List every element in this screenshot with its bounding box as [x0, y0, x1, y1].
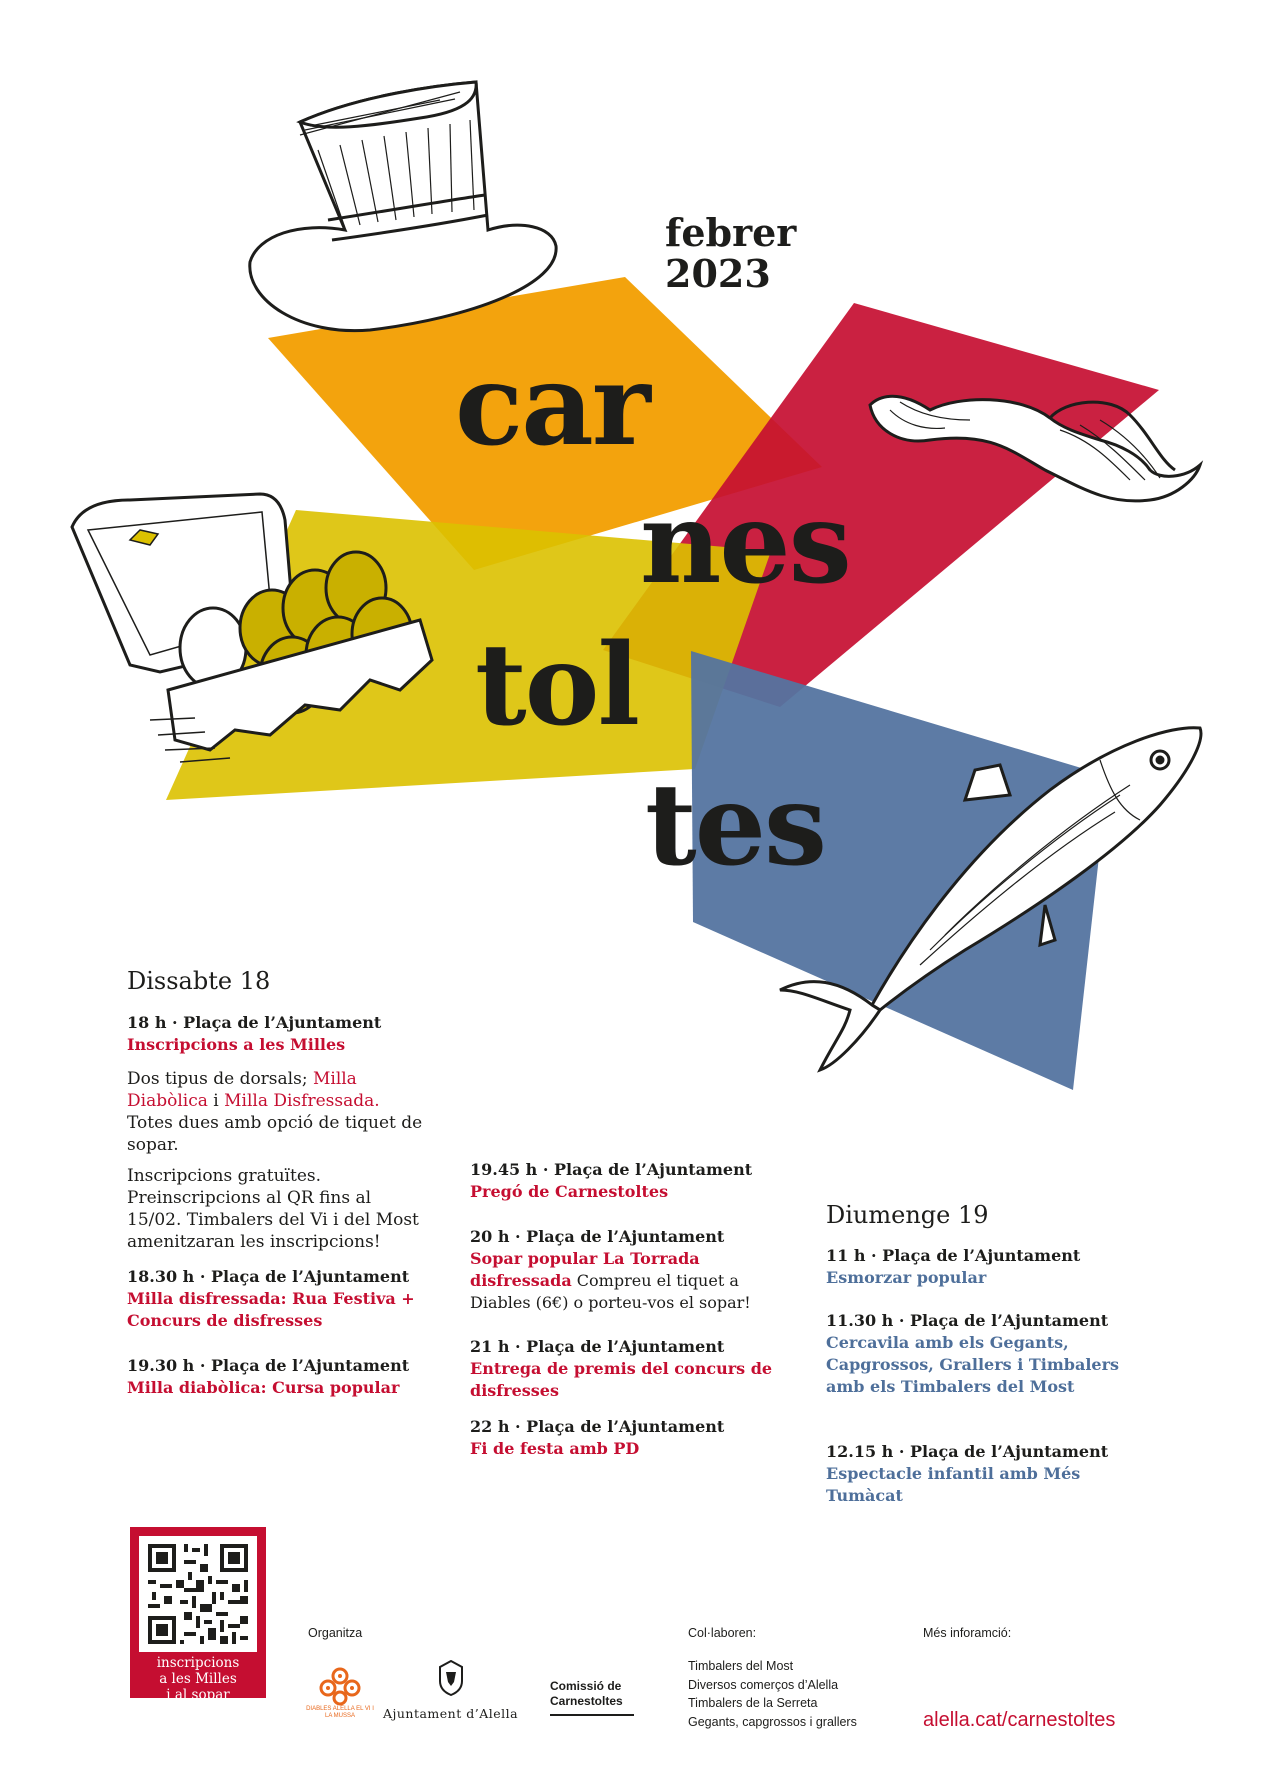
sat-event-costume-mile [127, 1266, 457, 1332]
event-description-2: Inscripcions gratuïtes. Preinscripcions al QR fins al 15/02. Timbalers del Vi i del Most amenitzaran les inscripcions! [127, 1166, 419, 1252]
sat-event-registrations [127, 1012, 457, 1253]
event-name: Esmorzar popular [826, 1268, 987, 1287]
event-time: 12.15 h · Plaça de l’Ajuntament [826, 1442, 1109, 1461]
ajuntament-logo: Ajuntament d’Alella [378, 1660, 523, 1721]
saturday-heading: Dissabte 18 [127, 967, 271, 995]
info-url-link[interactable]: alella.cat/carnestoltes [923, 1709, 1116, 1731]
event-time: 22 h · Plaça de l’Ajuntament [470, 1417, 725, 1436]
event-name: Milla disfressada: Rua Festiva + Concurs de disfresses [127, 1289, 415, 1330]
collaborators-list [688, 1657, 857, 1731]
sat-event-dinner [470, 1226, 800, 1314]
qr-code-icon [139, 1536, 257, 1652]
event-month: febrer [665, 210, 797, 255]
title-line-2: nes [640, 478, 850, 609]
collaborator: Timbalers de la Serreta [688, 1696, 818, 1710]
sunday-heading: Diumenge 19 [826, 1201, 989, 1229]
title-line-4: tes [645, 760, 826, 891]
event-name: Milla diabòlica: Cursa popular [127, 1378, 400, 1397]
qr-caption: inscripcions a les Milles i al sopar [156, 1655, 240, 1703]
sat-event-proclamation [470, 1159, 800, 1203]
event-details: Sopar popular La Torrada disfressada Compreu el tiquet a Diables (6€) o porteu-vos el sopar! [470, 1249, 751, 1312]
collaborator: Diversos comerços d’Alella [688, 1677, 839, 1692]
event-name: Espectacle infantil amb Més Tumàcat [826, 1464, 1081, 1505]
title-line-3: tol [475, 620, 638, 751]
event-time: 11.30 h · Plaça de l’Ajuntament [826, 1311, 1109, 1330]
comissio-logo: Comissió de Carnestoltes [550, 1679, 634, 1716]
event-name: Fi de festa amb PD [470, 1439, 640, 1458]
event-time: 19.45 h · Plaça de l’Ajuntament [470, 1160, 753, 1179]
event-name: Inscripcions a les Milles [127, 1035, 346, 1054]
qr-registration-box[interactable] [130, 1527, 266, 1703]
sat-event-prizes [470, 1336, 800, 1402]
sun-event-parade [826, 1310, 1126, 1398]
sun-event-kids-show [826, 1441, 1126, 1507]
event-year: 2023 [665, 251, 771, 296]
collab-label: Col·laboren: [688, 1626, 757, 1640]
event-time: 11 h · Plaça de l’Ajuntament [826, 1246, 1081, 1265]
event-name: Pregó de Carnestoltes [470, 1182, 669, 1201]
sat-event-devil-mile [127, 1355, 457, 1399]
collaborator: Timbalers del Most [688, 1659, 794, 1673]
event-time: 21 h · Plaça de l’Ajuntament [470, 1337, 725, 1356]
sun-event-breakfast [826, 1245, 1126, 1289]
event-description: Dos tipus de dorsals; Milla Diabòlica i Milla Disfressada. Totes dues amb opció de tiquet de sopar. [127, 1069, 423, 1155]
town-shield-icon [436, 1660, 466, 1696]
qr-code[interactable] [139, 1536, 257, 1652]
event-time: 18.30 h · Plaça de l’Ajuntament [127, 1267, 410, 1286]
top-hat-icon [250, 82, 556, 331]
collaborator: Gegants, capgrossos i grallers [688, 1714, 857, 1729]
organiza-label: Organitza [308, 1626, 363, 1640]
sat-event-party-end [470, 1416, 800, 1460]
event-name: Entrega de premis del concurs de disfresses [470, 1359, 773, 1400]
event-name: Cercavila amb els Gegants, Capgrossos, Grallers i Timbalers amb els Timbalers del Most [826, 1333, 1120, 1396]
title-line-1: car [455, 340, 649, 471]
more-info-label: Més inforamció: [923, 1626, 1012, 1640]
event-time: 19.30 h · Plaça de l’Ajuntament [127, 1356, 410, 1375]
event-time: 18 h · Plaça de l’Ajuntament [127, 1013, 382, 1032]
diables-logo: DIABLES ALELLA EL VI I LA MUSSA [312, 1662, 368, 1724]
event-time: 20 h · Plaça de l’Ajuntament [470, 1227, 725, 1246]
